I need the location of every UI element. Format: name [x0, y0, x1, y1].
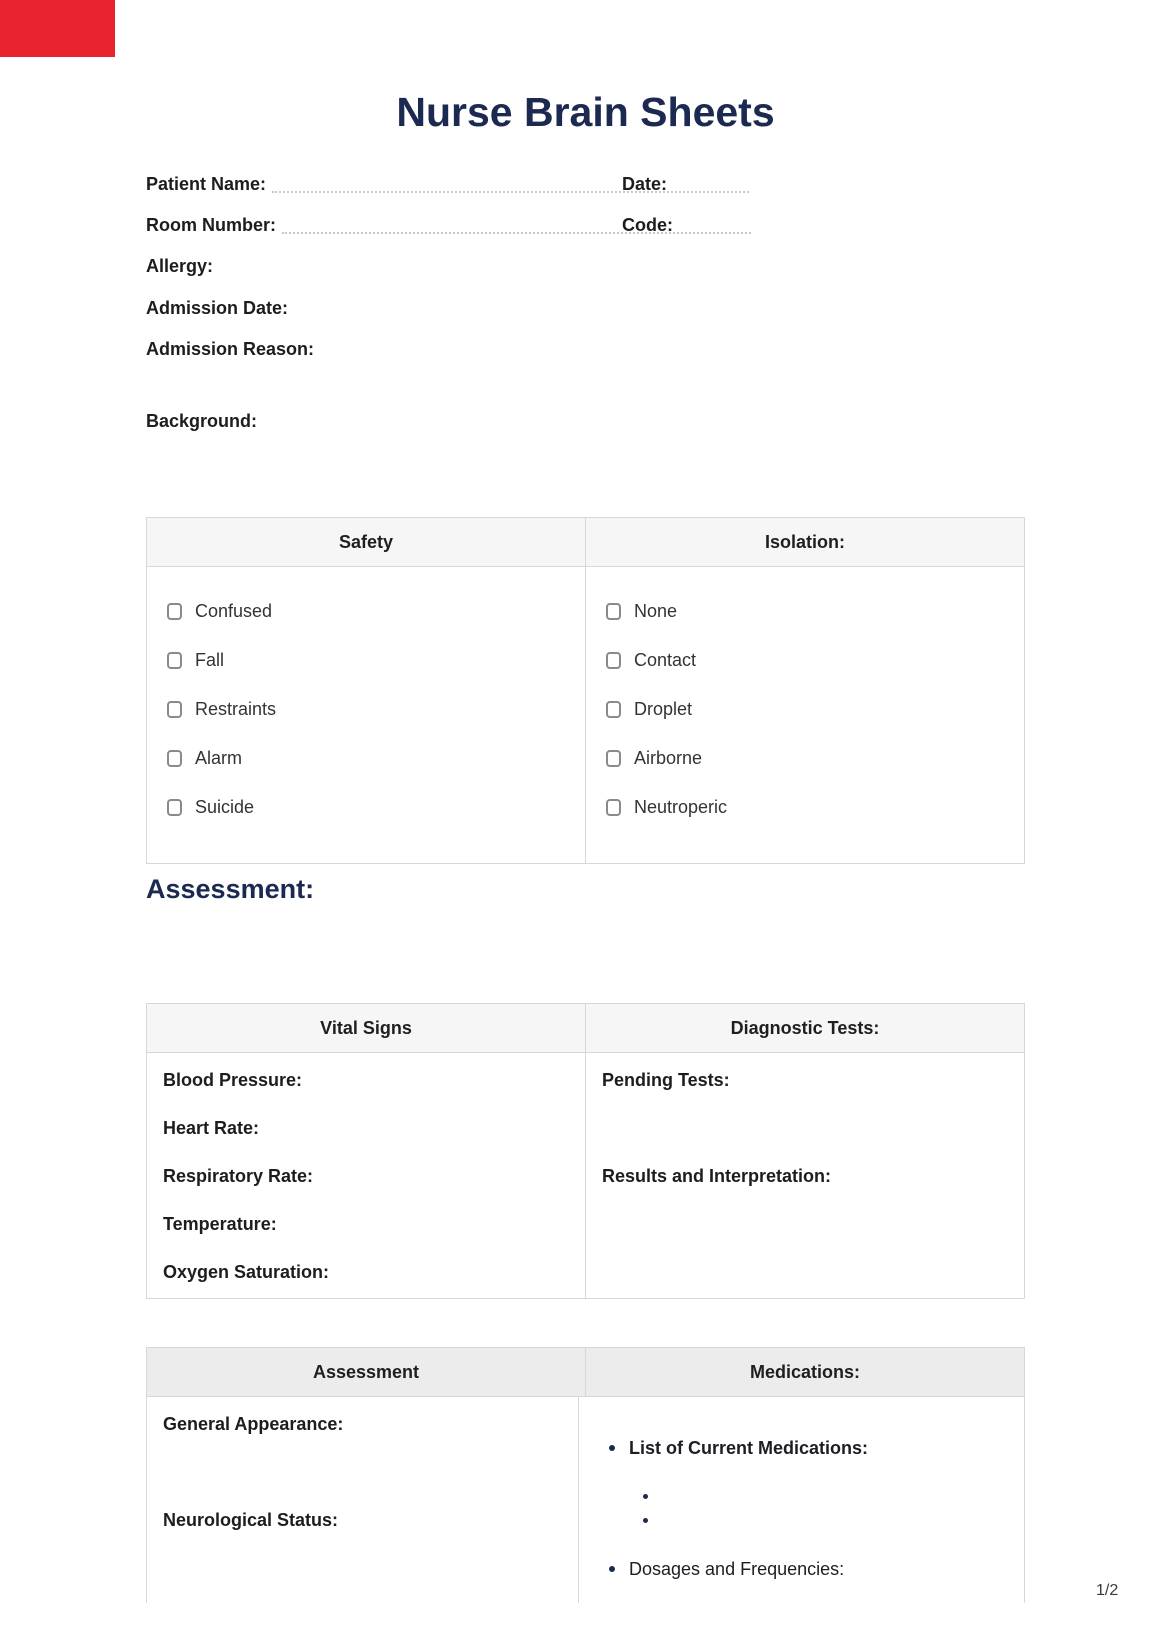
empty-bullet-row	[643, 1484, 1024, 1508]
diagnostic-tests-header: Diagnostic Tests:	[585, 1004, 1024, 1052]
page-number: 1/2	[1096, 1582, 1119, 1599]
airborne-checkbox[interactable]	[606, 750, 621, 767]
admission-date-label: Admission Date:	[146, 298, 289, 318]
checkbox-label: Contact	[634, 650, 697, 670]
restraints-checkbox[interactable]	[167, 701, 182, 718]
allergy-label: Allergy:	[146, 256, 214, 276]
bullet-icon	[609, 1566, 615, 1572]
isolation-option-row	[606, 734, 1024, 783]
background-label: Background:	[146, 411, 258, 431]
general-appearance-label: General Appearance:	[163, 1413, 344, 1434]
isolation-header: Isolation:	[585, 518, 1024, 566]
safety-option-row	[167, 783, 585, 832]
admission-date-row	[146, 296, 1025, 320]
admission-reason-row	[146, 337, 1025, 361]
room-number-row	[146, 213, 1025, 237]
pending-tests-label: Pending Tests:	[602, 1069, 730, 1090]
oxygen-saturation-label: Oxygen Saturation:	[163, 1261, 330, 1282]
checkbox-label: Fall	[195, 650, 225, 670]
blood-pressure-label: Blood Pressure:	[163, 1069, 303, 1090]
bullet-icon	[643, 1494, 648, 1499]
checkbox-label: None	[634, 601, 678, 621]
fall-checkbox[interactable]	[167, 652, 182, 669]
none-checkbox[interactable]	[606, 603, 621, 620]
code-label: Code:	[622, 215, 673, 235]
page-title: Nurse Brain Sheets	[396, 89, 775, 135]
isolation-option-row	[606, 783, 1024, 832]
bullet-icon	[643, 1518, 648, 1523]
checkbox-label: Restraints	[195, 699, 277, 719]
confused-checkbox[interactable]	[167, 603, 182, 620]
patient-name-field[interactable]	[272, 175, 749, 193]
vitals-table-header	[147, 1004, 1024, 1053]
patient-name-label: Patient Name:	[146, 174, 267, 194]
respiratory-rate-label: Respiratory Rate:	[163, 1165, 314, 1186]
checkbox-label: Alarm	[195, 748, 243, 768]
safety-option-row	[167, 587, 585, 636]
bullet-icon	[609, 1445, 615, 1451]
heart-rate-label: Heart Rate:	[163, 1117, 260, 1138]
allergy-row	[146, 254, 1025, 278]
checkbox-label: Neutroperic	[634, 797, 728, 817]
empty-bullet-row	[643, 1508, 1024, 1532]
medications-bullet-item	[609, 1557, 1024, 1581]
vital-signs-cell	[147, 1053, 585, 1298]
date-label: Date:	[622, 174, 668, 194]
safety-isolation-table-header	[147, 518, 1024, 567]
assessment-table-header	[147, 1348, 1024, 1397]
droplet-checkbox[interactable]	[606, 701, 621, 718]
room-number-field[interactable]	[282, 216, 751, 234]
isolation-option-row	[606, 587, 1024, 636]
assessment-cell	[147, 1397, 578, 1603]
temperature-label: Temperature:	[163, 1213, 277, 1234]
patient-name-row	[146, 172, 1025, 196]
assessment-header: Assessment	[312, 1361, 420, 1382]
room-number-label: Room Number:	[146, 215, 276, 235]
checkbox-label: Suicide	[195, 797, 255, 817]
admission-reason-label: Admission Reason:	[146, 339, 315, 359]
brand-corner-mark	[0, 0, 115, 57]
vitals-diagnostics-table	[146, 1003, 1025, 1299]
medications-cell	[578, 1397, 1024, 1603]
checkbox-label: Confused	[195, 601, 273, 621]
isolation-option-row	[606, 685, 1024, 734]
background-row	[146, 409, 1025, 433]
safety-isolation-table	[146, 517, 1025, 864]
current-medications-label: List of Current Medications:	[629, 1438, 869, 1458]
safety-option-row	[167, 734, 585, 783]
diagnostic-tests-cell	[585, 1053, 1024, 1298]
alarm-checkbox[interactable]	[167, 750, 182, 767]
vital-signs-header: Vital Signs	[320, 1017, 412, 1038]
suicide-checkbox[interactable]	[167, 799, 182, 816]
neutroperic-checkbox[interactable]	[606, 799, 621, 816]
safety-option-row	[167, 685, 585, 734]
dosages-frequencies-label: Dosages and Frequencies:	[629, 1559, 845, 1579]
safety-option-row	[167, 636, 585, 685]
assessment-section-heading: Assessment:	[146, 874, 315, 904]
assessment-medications-table	[146, 1347, 1025, 1603]
safety-header: Safety	[338, 531, 394, 552]
isolation-option-row	[606, 636, 1024, 685]
medications-bullet-item	[609, 1436, 1024, 1460]
checkbox-label: Airborne	[634, 748, 703, 768]
safety-options-cell	[147, 567, 585, 863]
neurological-status-label: Neurological Status:	[163, 1509, 339, 1530]
empty-medication-sub-list	[643, 1484, 1024, 1532]
results-interpretation-label: Results and Interpretation:	[602, 1165, 832, 1186]
medications-header: Medications:	[585, 1348, 1024, 1396]
isolation-options-cell	[585, 567, 1024, 863]
checkbox-label: Droplet	[634, 699, 693, 719]
contact-checkbox[interactable]	[606, 652, 621, 669]
